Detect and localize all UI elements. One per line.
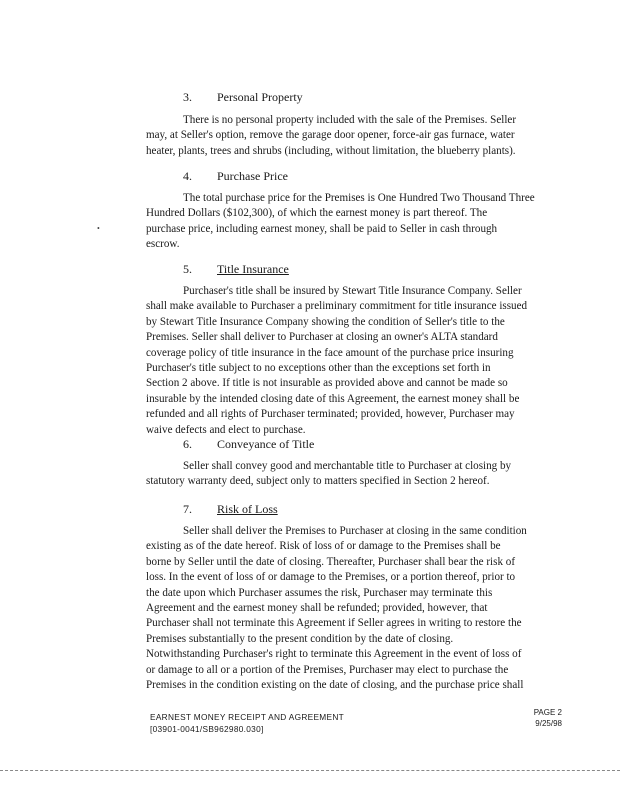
text-line: Section 2 above. If title is not insurable as provided above and cannot be made so [146, 377, 508, 390]
text-line: Premises substantially to the present condition by the date of closing. [146, 632, 454, 645]
scan-speck: • [97, 224, 100, 233]
text-line: Hundred Dollars ($102,300), of which the earnest money is part thereof. The [146, 207, 488, 220]
footer-document-code: [03901-0041/SB962980.030] [150, 724, 264, 734]
footer-document-title: EARNEST MONEY RECEIPT AND AGREEMENT [150, 712, 344, 722]
text-line: Agreement and the earnest money shall be refunded; provided, however, that [146, 602, 488, 615]
section-title: Title Insurance [217, 262, 289, 276]
text-line: There is no personal property included with the sale of the Premises. Seller [183, 114, 517, 126]
section-5-body [146, 284, 566, 438]
section-number: 7. [183, 502, 192, 516]
text-line: Purchaser shall not terminate this Agreement if Seller agrees in writing to restore the [146, 617, 522, 630]
text-line: statutory warranty deed, subject only to matters specified in Section 2 hereof. [146, 475, 490, 488]
text-line: by Stewart Title Insurance Company showing the condition of Seller's title to the [146, 315, 505, 328]
section-6-body [146, 459, 566, 490]
text-line: escrow. [146, 238, 180, 251]
page-number: PAGE 2 [533, 708, 562, 717]
text-line: The total purchase price for the Premises is One Hundred Two Thousand Three [183, 192, 535, 204]
text-line: shall make available to Purchaser a preliminary commitment for title insurance issued [146, 300, 528, 313]
text-line: Seller shall deliver the Premises to Purchaser at closing in the same condition [183, 525, 527, 537]
section-4-heading [183, 169, 288, 183]
section-number: 4. [183, 169, 192, 183]
text-line: Premises. Seller shall deliver to Purchaser at closing an owner's ALTA standard [146, 331, 498, 344]
document-footer [150, 711, 344, 735]
footer-date: 9/25/98 [535, 719, 562, 728]
section-number: 5. [183, 262, 192, 276]
page-footer-info [534, 707, 562, 729]
section-title: Risk of Loss [217, 502, 278, 516]
scan-edge-line [0, 770, 620, 771]
section-3-body [146, 113, 566, 159]
section-5-heading [183, 262, 289, 276]
text-line: insurable by the intended closing date of this Agreement, the earnest money shall be [146, 392, 520, 405]
section-title: Purchase Price [217, 169, 288, 183]
text-line: waive defects and elect to purchase. [146, 423, 306, 436]
section-title: Conveyance of Title [217, 437, 315, 451]
text-line: Purchaser's title shall be insured by Stewart Title Insurance Company. Seller [183, 285, 522, 297]
section-6-heading [183, 437, 314, 451]
section-number: 3. [183, 90, 192, 104]
text-line: may, at Seller's option, remove the garage door opener, force-air gas furnace, water [146, 129, 515, 142]
text-line: refunded and all rights of Purchaser terminated; provided, however, Purchaser may [146, 408, 515, 421]
text-line: Premises in the condition existing on the date of closing, and the purchase price shall [146, 679, 524, 692]
text-line: Seller shall convey good and merchantable title to Purchaser at closing by [183, 460, 512, 472]
text-line: borne by Seller until the date of closing. Thereafter, Purchaser shall bear the risk of [146, 555, 516, 568]
text-line: coverage policy of title insurance in the face amount of the purchase price insuring [146, 346, 514, 359]
section-number: 6. [183, 437, 192, 451]
section-7-body [146, 524, 566, 693]
text-line: the date upon which Purchaser assumes the risk, Purchaser may terminate this [146, 586, 493, 599]
section-title: Personal Property [217, 90, 303, 104]
text-line: purchase price, including earnest money, shall be paid to Seller in cash through [146, 222, 498, 235]
text-line: Notwithstanding Purchaser's right to terminate this Agreement in the event of loss of [146, 648, 522, 661]
section-4-body [146, 191, 566, 253]
text-line: Purchaser's title subject to no exceptions other than the exceptions set forth in [146, 362, 491, 375]
text-line: or damage to all or a portion of the Premises, Purchaser may elect to purchase the [146, 663, 509, 676]
text-line: existing as of the date hereof. Risk of loss of or damage to the Premises shall be [146, 540, 501, 553]
text-line: loss. In the event of loss of or damage to the Premises, or a portion thereof, prior to [146, 571, 516, 584]
section-3-heading [183, 90, 303, 104]
text-line: heater, plants, trees and shrubs (including, without limitation, the blueberry plants). [146, 144, 516, 157]
section-7-heading [183, 502, 278, 516]
